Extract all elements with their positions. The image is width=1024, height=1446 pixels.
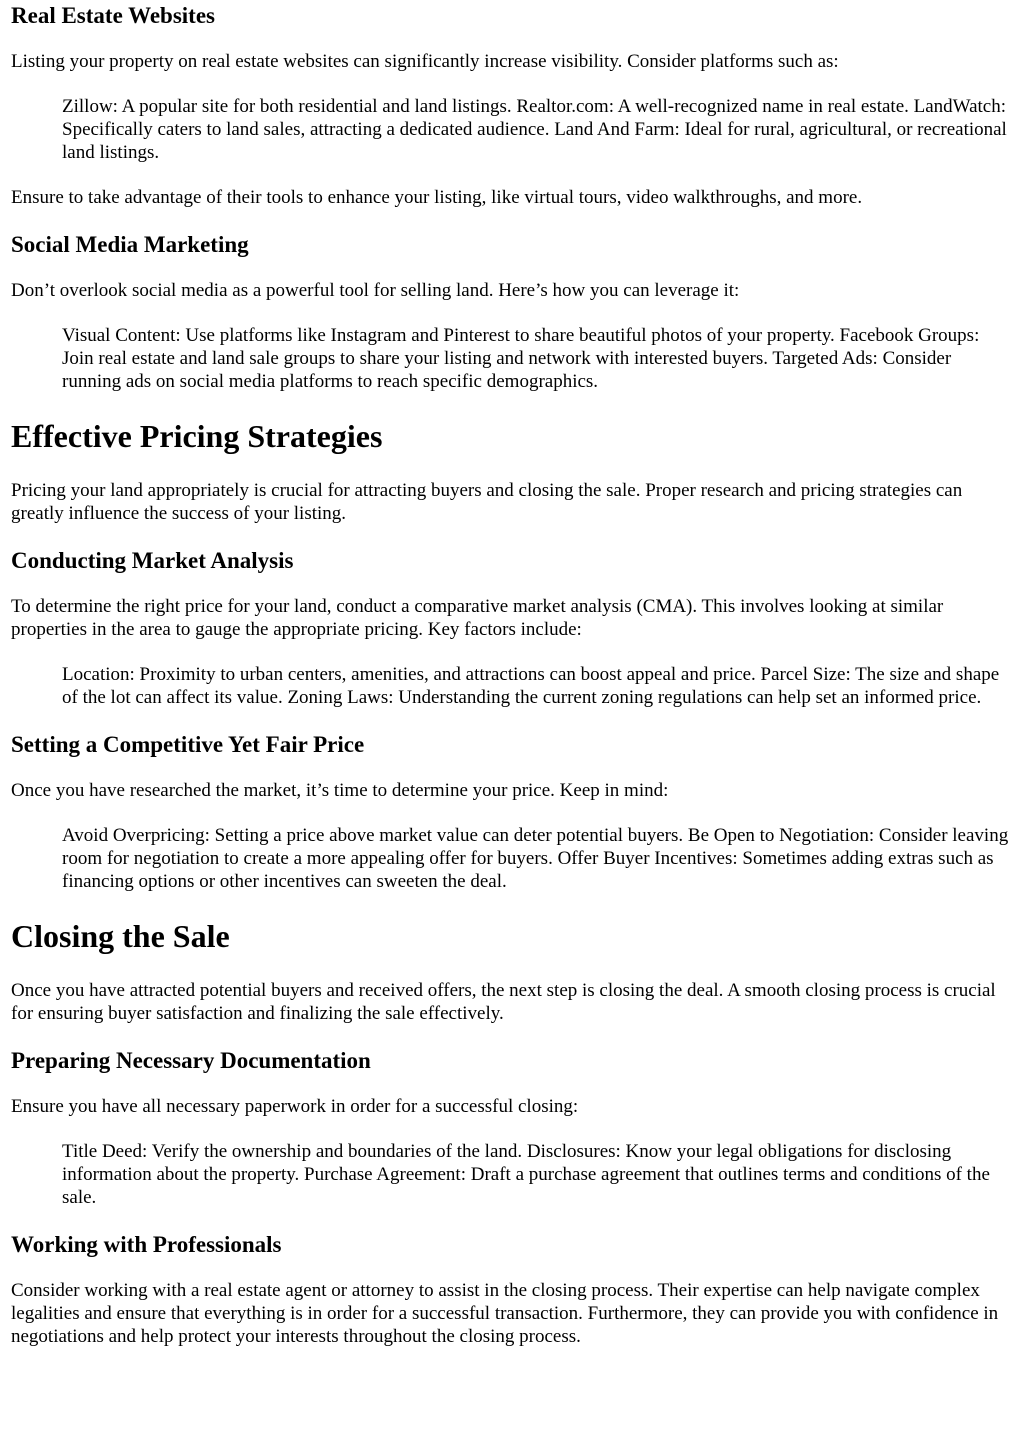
section-heading-documentation: Preparing Necessary Documentation: [11, 1048, 371, 1073]
blockquote: Avoid Overpricing: Setting a price above market value can deter potential buyers. Be Open to Negotiation: Consider leaving room for negotiation to create a more appealing offer for buyers. Offer Buyer Incentives: Sometimes adding extras such as financing options or other incentives can sweeten the deal.: [62, 825, 1009, 892]
blockquote: Zillow: A popular site for both residential and land listings. Realtor.com: A well-recognized name in real estate. LandWatch: Specifically caters to land sales, attracting a dedicated audience. Land And Farm: Ideal for rural, agricultural, or recreational land listings.: [62, 96, 1007, 163]
paragraph: Listing your property on real estate websites can significantly increase visibility. Consider platforms such as:: [11, 51, 839, 72]
section-heading-closing: Closing the Sale: [11, 918, 230, 954]
paragraph: Once you have attracted potential buyers and received offers, the next step is closing the deal. A smooth closing process is crucial for ensuring buyer satisfaction and finalizing the sale effectively.: [11, 980, 996, 1024]
paragraph: Once you have researched the market, it’s time to determine your price. Keep in mind:: [11, 780, 669, 801]
section-heading-competitive-price: Setting a Competitive Yet Fair Price: [11, 732, 365, 757]
paragraph: Ensure you have all necessary paperwork in order for a successful closing:: [11, 1096, 579, 1117]
section-heading-pricing: Effective Pricing Strategies: [11, 418, 383, 454]
paragraph: To determine the right price for your land, conduct a comparative market analysis (CMA). This involves looking at similar properties in the area to gauge the appropriate pricing. Key factors include:: [11, 596, 944, 640]
blockquote: Visual Content: Use platforms like Instagram and Pinterest to share beautiful photos of your property. Facebook Groups: Join real estate and land sale groups to share your listing and network with interested buyers. Targeted Ads: Consider running ads on social media platforms to reach specific demographics.: [62, 325, 980, 392]
paragraph: Don’t overlook social media as a powerful tool for selling land. Here’s how you can leverage it:: [11, 280, 740, 301]
section-heading-market-analysis: Conducting Market Analysis: [11, 548, 294, 573]
blockquote: Title Deed: Verify the ownership and boundaries of the land. Disclosures: Know your legal obligations for disclosing information about the property. Purchase Agreement: Draft a purchase agreement that outlines terms and conditions of the sale.: [62, 1141, 990, 1208]
section-heading-professionals: Working with Professionals: [11, 1232, 282, 1257]
paragraph: Ensure to take advantage of their tools to enhance your listing, like virtual tours, video walkthroughs, and more.: [11, 187, 863, 208]
paragraph: Consider working with a real estate agent or attorney to assist in the closing process. Their expertise can help navigate complex legalities and ensure that everything is in order for a successful transaction. Furthermore, they can provide you with confidence in negotiations and help protect your interests throughout the closing process.: [11, 1280, 999, 1347]
paragraph: Pricing your land appropriately is crucial for attracting buyers and closing the sale. Proper research and pricing strategies can greatly influence the success of your listing.: [11, 480, 963, 524]
section-heading-social-media: Social Media Marketing: [11, 232, 249, 257]
blockquote: Location: Proximity to urban centers, amenities, and attractions can boost appeal and price. Parcel Size: The size and shape of the lot can affect its value. Zoning Laws: Understanding the current zoning regulations can help set an informed price.: [62, 664, 1000, 708]
section-heading-real-estate-websites: Real Estate Websites: [11, 3, 216, 28]
